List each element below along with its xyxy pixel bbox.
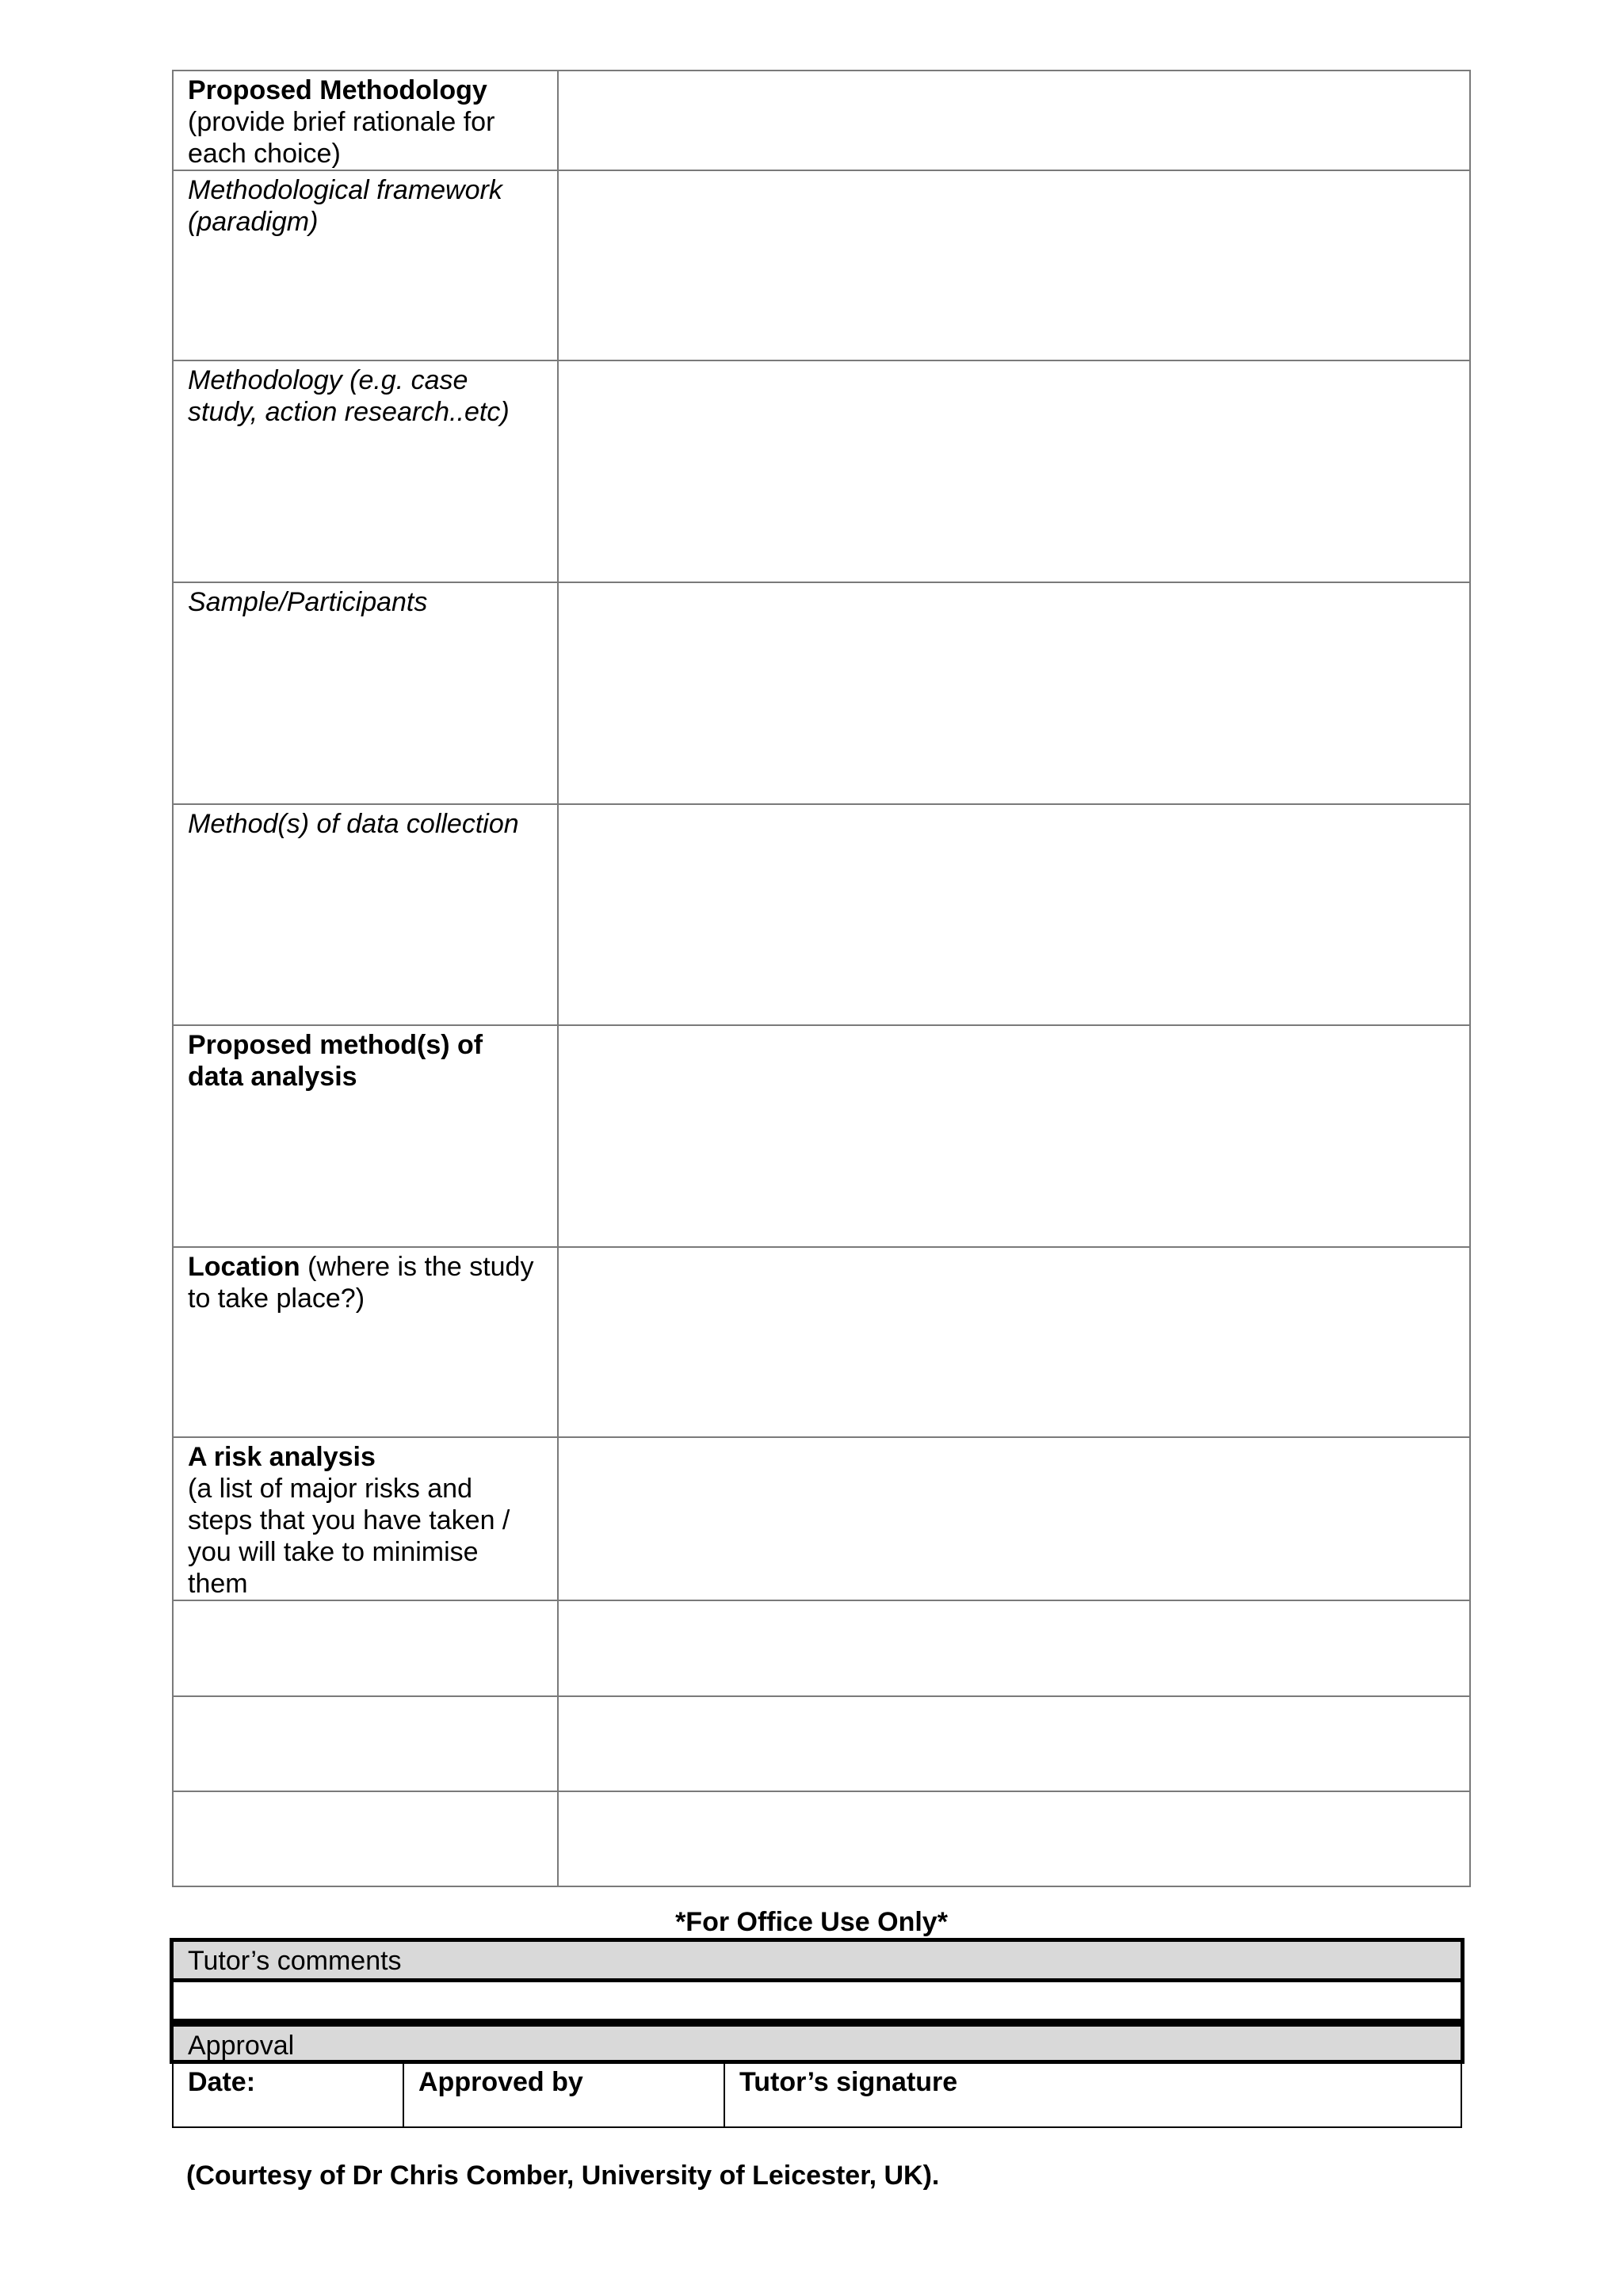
approved-by-cell[interactable] xyxy=(403,2062,724,2127)
table-row xyxy=(173,1696,1470,1791)
label-bold: Proposed method(s) of data analysis xyxy=(188,1030,483,1092)
approved-by-label: Approved by xyxy=(418,2067,583,2097)
label-italic: Sample/Participants xyxy=(188,587,428,617)
row-value-data-collection[interactable] xyxy=(558,804,1470,1025)
date-label: Date: xyxy=(188,2067,256,2097)
label-normal: (provide brief rationale for each choice) xyxy=(188,107,495,169)
date-cell[interactable] xyxy=(173,2062,403,2127)
row-value-empty[interactable] xyxy=(558,1791,1470,1886)
row-label-location xyxy=(173,1247,558,1437)
row-label-data-collection xyxy=(173,804,558,1025)
table-row xyxy=(173,1600,1470,1696)
label-italic: Methodology (e.g. case study, action research..etc) xyxy=(188,365,510,427)
tutor-comments-field[interactable] xyxy=(170,1978,1465,2023)
approval-table xyxy=(172,2061,1462,2128)
row-label-empty[interactable] xyxy=(173,1600,558,1696)
label-italic: Methodological framework (paradigm) xyxy=(188,175,502,237)
row-value-location[interactable] xyxy=(558,1247,1470,1437)
row-value-sample-participants[interactable] xyxy=(558,582,1470,804)
row-label-empty[interactable] xyxy=(173,1791,558,1886)
table-row xyxy=(173,1247,1470,1437)
row-value-methodological-framework[interactable] xyxy=(558,170,1470,360)
table-row xyxy=(173,1791,1470,1886)
label-bold: Proposed Methodology xyxy=(188,75,487,105)
tutor-comments-label: Tutor’s comments xyxy=(188,1946,402,1976)
table-row xyxy=(173,1025,1470,1247)
tutor-signature-cell[interactable] xyxy=(724,2062,1461,2127)
label-italic: Method(s) of data collection xyxy=(188,809,519,839)
row-label-methodology xyxy=(173,360,558,582)
table-row xyxy=(173,170,1470,360)
row-value-empty[interactable] xyxy=(558,1696,1470,1791)
row-value-proposed-methodology[interactable] xyxy=(558,71,1470,170)
table-row xyxy=(173,2062,1461,2127)
table-row xyxy=(173,804,1470,1025)
tutor-comments-header xyxy=(170,1938,1465,1982)
label-normal: (where is the study to take place?) xyxy=(188,1252,534,1314)
office-use-title: *For Office Use Only* xyxy=(675,1907,948,1937)
label-bold: A risk analysis xyxy=(188,1442,376,1472)
table-row xyxy=(173,360,1470,582)
row-value-risk-analysis[interactable] xyxy=(558,1437,1470,1600)
row-value-data-analysis[interactable] xyxy=(558,1025,1470,1247)
table-row xyxy=(173,1437,1470,1600)
row-label-risk-analysis xyxy=(173,1437,558,1600)
row-label-empty[interactable] xyxy=(173,1696,558,1791)
label-bold: Location xyxy=(188,1252,300,1282)
courtesy-note: (Courtesy of Dr Chris Comber, University of Leicester, UK). xyxy=(186,2161,940,2191)
row-label-proposed-methodology xyxy=(173,71,558,170)
table-row xyxy=(173,71,1470,170)
row-value-empty[interactable] xyxy=(558,1600,1470,1696)
approval-label: Approval xyxy=(188,2031,295,2061)
proposal-table xyxy=(172,70,1471,1887)
table-row xyxy=(173,582,1470,804)
row-label-sample-participants xyxy=(173,582,558,804)
row-label-methodological-framework xyxy=(173,170,558,360)
label-normal: (a list of major risks and steps that you have taken / you will take to minimise them xyxy=(188,1474,510,1599)
approval-header xyxy=(170,2023,1465,2064)
row-value-methodology[interactable] xyxy=(558,360,1470,582)
tutor-signature-label: Tutor’s signature xyxy=(739,2067,958,2097)
row-label-data-analysis xyxy=(173,1025,558,1247)
